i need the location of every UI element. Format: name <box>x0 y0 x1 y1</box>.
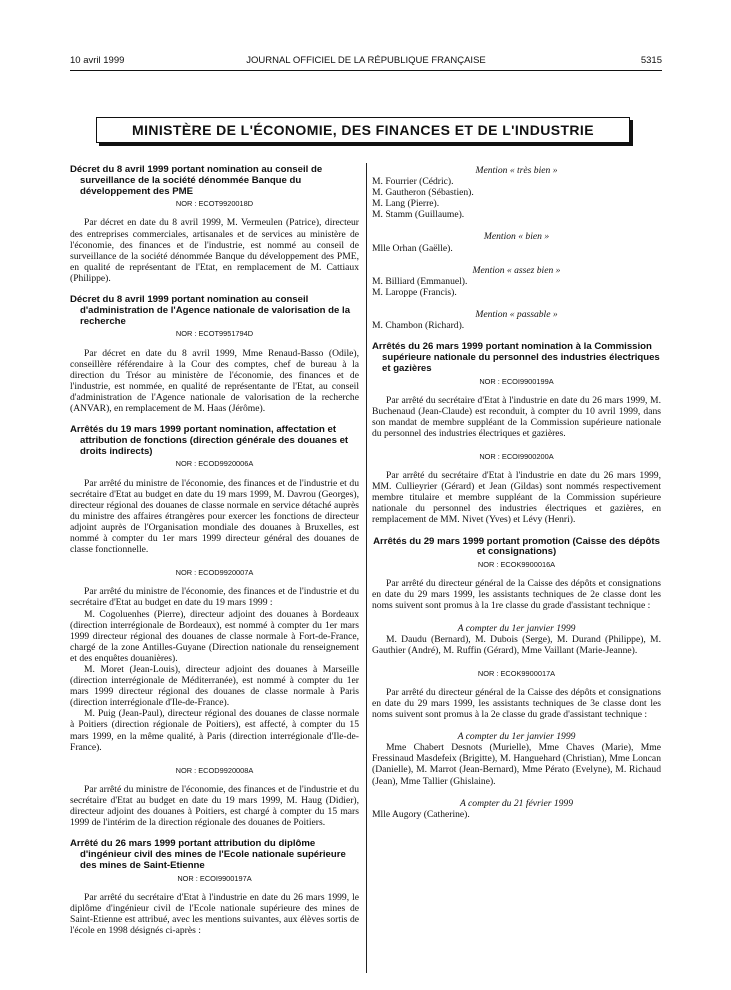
name-line: Mlle Orhan (Gaëlle). <box>372 242 453 254</box>
paragraph: Par arrêté du secrétaire d'Etat à l'industrie en date du 26 mars 1999, M. Buchenaud (Jean-Claude) est reconduit, à compter du 10 avril 1999, dans son mandat de membre suppléant de la Commission supérieure nationale du personnel des industries électriques et gazières. <box>372 394 661 439</box>
paragraph: Par arrêté du ministre de l'économie, des finances et de l'industrie et du secrétaire d'Etat au budget en date du 19 mars 1999, M. Davrou (Georges), directeur régional des douanes de classe normale en service détaché auprès du ministre des affaires étrangères pour exercer les fonctions de directeur adjoint auprès de l'Organisation mondiale des douanes à Bruxelles, est nommé à compter du 1er mars 1999 directeur général des douanes de classe fonctionnelle. <box>70 477 359 556</box>
nor-reference: NOR : ECOI9900200A <box>479 451 554 461</box>
name-line: M. Billiard (Emmanuel). <box>372 275 468 287</box>
right-column <box>372 165 661 820</box>
section-heading: Décret du 8 avril 1999 portant nomination au conseil d'administration de l'Agence nationale de valorisation de la recherche <box>70 294 351 327</box>
spacer <box>70 555 359 566</box>
section-heading: Décret du 8 avril 1999 portant nomination au conseil de surveillance de la société dénommée Banque du développement des PME <box>70 164 323 197</box>
spacer <box>372 656 661 667</box>
mention-heading: Mention « passable » <box>475 308 558 320</box>
paragraph: Par arrêté du ministre de l'économie, des finances et de l'industrie et du secrétaire d'Etat au budget en date du 19 mars 1999, M. Haug (Didier), directeur adjoint des douanes à Poitiers, est chargé à compter du 15 mars 1999 de l'intérim de la direction régionale des douanes de Poitiers. <box>70 783 359 829</box>
name-line: M. Chambon (Richard). <box>372 320 465 332</box>
mention-heading: A compter du 21 février 1999 <box>459 797 574 809</box>
paragraph: M. Cogoluenhes (Pierre), directeur adjoint des douanes à Bordeaux (direction interrégionale de Bordeaux), est nommé à compter du 1er mars 1999 directeur régional des douanes de classe normale à Fort-de-France, chargé de la zone Antilles-Guyane (Direction nationale du renseignement et des enquêtes douanières). <box>70 608 359 664</box>
nor-reference: NOR : ECOK9900016A <box>477 560 556 570</box>
name-line: M. Fourrier (Cédric). <box>372 176 454 188</box>
nor-reference: NOR : ECOT9920018D <box>175 199 254 209</box>
section-heading: Arrêtés du 29 mars 1999 portant promotion (Caisse des dépôts et consignations) <box>373 535 660 558</box>
nor-reference: NOR : ECOK9900017A <box>477 668 556 678</box>
ministry-title: MINISTÈRE DE L'ÉCONOMIE, DES FINANCES ET DE L'INDUSTRIE <box>96 117 630 143</box>
nor-reference: NOR : ECOD9920008A <box>175 765 254 775</box>
section-heading: Arrêtés du 19 mars 1999 portant nomination, affectation et attribution de fonctions (direction générale des douanes et droits indirects) <box>70 424 349 457</box>
mention-heading: A compter du 1er janvier 1999 <box>457 731 576 743</box>
paragraph: Mme Chabert Desnots (Murielle), Mme Chaves (Marie), Mme Fressinaud Masdefeix (Brigitte), M. Hanguehard (Christian), Mme Loncan (Danielle), M. Marrot (Jean-Bernard), Mme Pérato (Evelyne), M. Richaud (Jean), Mme Tallier (Ghislaine). <box>372 742 661 787</box>
mention-heading: Mention « bien » <box>483 231 550 243</box>
header-rule <box>70 70 662 71</box>
name-line: M. Gautheron (Sébastien). <box>372 187 474 199</box>
page-number: 5315 <box>640 55 662 66</box>
journal-name: JOURNAL OFFICIEL DE LA RÉPUBLIQUE FRANÇAISE <box>246 55 486 66</box>
name-line: Mlle Augory (Catherine). <box>372 808 470 820</box>
paragraph: Par arrêté du ministre de l'économie, des finances et de l'industrie et du secrétaire d'Etat au budget en date du 19 mars 1999 : <box>70 586 359 609</box>
name-line: M. Lang (Pierre). <box>372 198 440 210</box>
paragraph: Par arrêté du secrétaire d'Etat à l'industrie en date du 26 mars 1999, MM. Cullieyrier (Gérard) et Jean (Gildas) sont nommés respectivement membre titulaire et membre suppléant de la Commission supérieure nationale du personnel des industries électriques et gazières, en remplacement de MM. Nivet (Yves) et Lévy (Henri). <box>372 470 661 526</box>
paragraph: Par arrêté du directeur général de la Caisse des dépôts et consignations en date du 29 mars 1999, les assistants techniques de 3e classe dont les noms suivent sont promus à la 2e classe du grade d'assistant technique : <box>372 686 661 721</box>
issue-date: 10 avril 1999 <box>70 55 125 66</box>
paragraph: Par décret en date du 8 avril 1999, M. Vermeulen (Patrice), directeur des entreprises commerciales, artisanales et de services au ministère de l'économie, des finances et de l'industrie, est nommé au conseil de surveillance de la société dénommée Banque du développement des PME, en qualité de représentant de l'Etat, en remplacement de M. Cattiaux (Philippe). <box>70 217 359 284</box>
running-header <box>70 55 662 69</box>
mention-heading: Mention « assez bien » <box>472 264 561 276</box>
spacer <box>372 439 661 450</box>
column-divider <box>366 163 367 973</box>
spacer <box>372 526 661 537</box>
mention-heading: Mention « très bien » <box>475 165 558 176</box>
left-column <box>70 165 359 936</box>
spacer <box>372 298 661 309</box>
spacer <box>372 612 661 623</box>
paragraph: Par arrêté du secrétaire d'Etat à l'industrie en date du 26 mars 1999, le diplôme d'ingénieur civil de l'Ecole nationale supérieure des mines de Saint-Etienne est attribué, avec les mentions suivantes, aux élèves sortis de l'école en 1998 désignés ci-après : <box>70 891 359 936</box>
nor-reference: NOR : ECOI9900199A <box>479 376 554 386</box>
section-heading: Arrêtés du 26 mars 1999 portant nomination à la Commission supérieure nationale du personnel des industries électriques et gazières <box>372 341 660 374</box>
name-line: M. Stamm (Guillaume). <box>372 209 465 221</box>
spacer <box>70 753 359 764</box>
paragraph: Par décret en date du 8 avril 1999, Mme Renaud-Basso (Odile), conseillère référendaire à la Cour des comptes, chef de bureau à la direction du Trésor au ministère de l'économie, des finances et de l'industrie, est nommée, en qualité de représentante de l'Etat, au conseil d'administration de l'Agence nationale de valorisation de la recherche (ANVAR), en remplacement de M. Haas (Jérôme). <box>70 347 359 414</box>
paragraph: Par arrêté du directeur général de la Caisse des dépôts et consignations en date du 29 mars 1999, les assistants techniques de 2e classe dont les noms suivent sont promus à la 1re classe du grade d'assistant technique : <box>372 578 661 612</box>
spacer <box>372 787 661 798</box>
spacer <box>372 254 661 265</box>
paragraph: M. Daudu (Bernard), M. Dubois (Serge), M. Durand (Philippe), M. Gauthier (André), M. Ruffin (Gérard), Mme Vaillant (Marie-Jeanne). <box>372 633 661 656</box>
spacer <box>372 220 661 231</box>
nor-reference: NOR : ECOD9920007A <box>175 568 254 578</box>
nor-reference: NOR : ECOD9920006A <box>175 459 254 469</box>
nor-reference: NOR : ECOI9900197A <box>177 873 252 883</box>
spacer <box>372 720 661 731</box>
name-line: M. Laroppe (Francis). <box>372 286 457 298</box>
mention-heading: A compter du 1er janvier 1999 <box>457 622 576 634</box>
paragraph: M. Puig (Jean-Paul), directeur régional des douanes de classe normale à Poitiers (direction régionale de Poitiers), est affecté, à compter du 15 mars 1999, en la même qualité, à Paris (direction interrégionale d'Ile-de-France). <box>70 708 359 753</box>
section-heading: Arrêté du 26 mars 1999 portant attribution du diplôme d'ingénieur civil des mines de l'Ecole nationale supérieure des mines de Saint-Etienne <box>70 838 346 871</box>
nor-reference: NOR : ECOT9951794D <box>175 329 254 339</box>
paragraph: M. Moret (Jean-Louis), directeur adjoint des douanes à Marseille (direction interrégionale de Méditerranée), est nommé à compter du 1er mars 1999 directeur régional des douanes de classe normale à Paris (direction interrégionale d'Ile-de-France). <box>70 663 359 709</box>
